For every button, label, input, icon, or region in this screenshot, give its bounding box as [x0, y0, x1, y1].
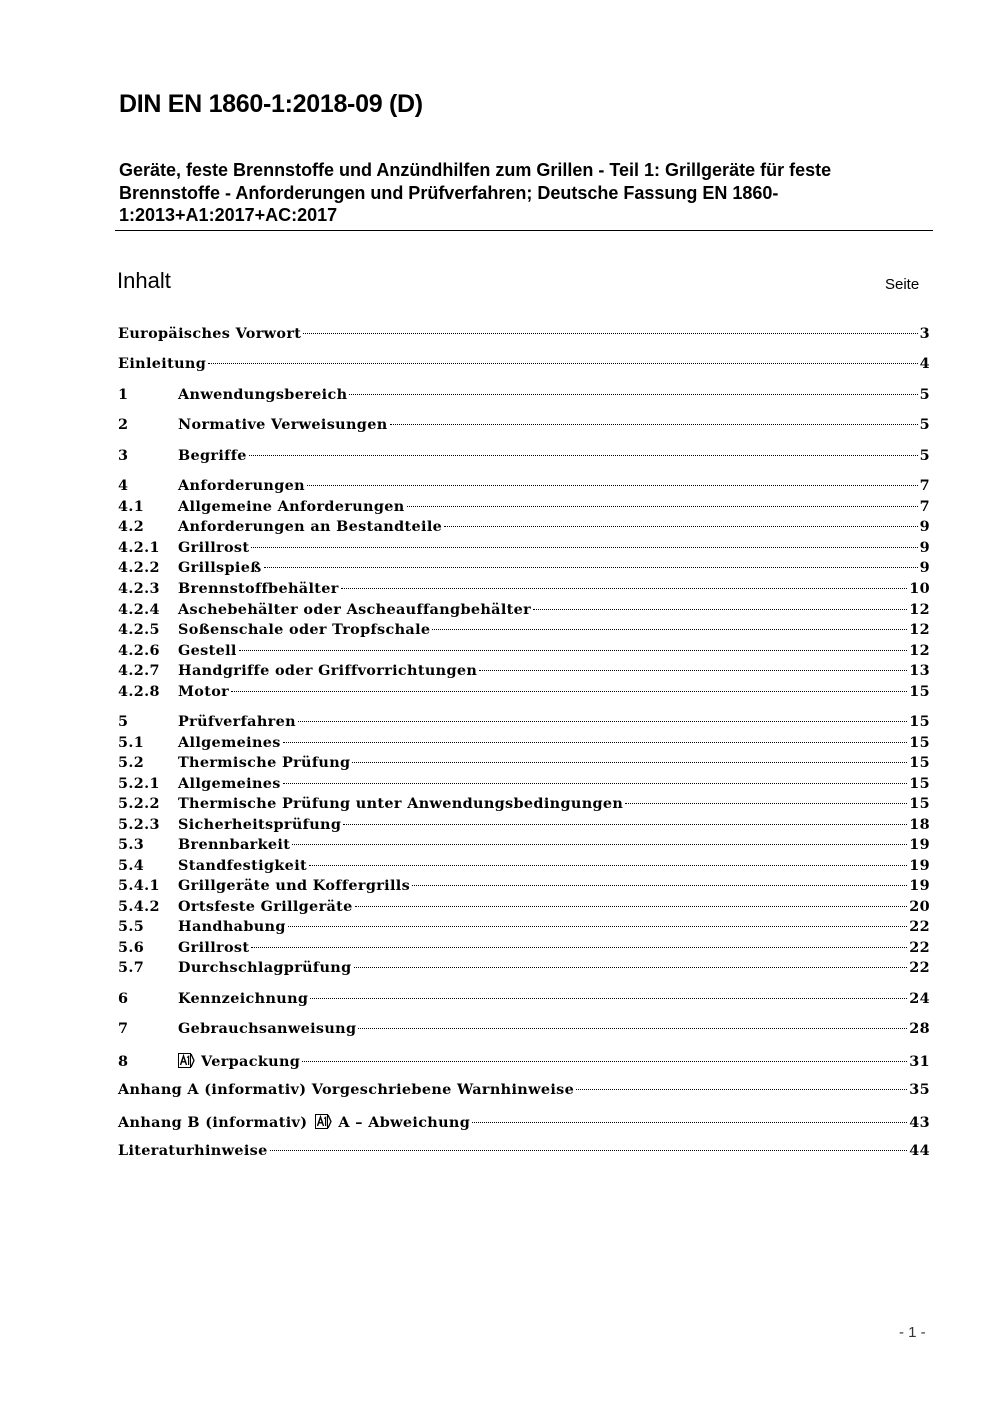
toc-entry[interactable] — [118, 355, 930, 375]
toc-entry[interactable] — [118, 898, 930, 918]
toc-entry[interactable] — [118, 939, 930, 959]
dot-leader — [288, 925, 907, 927]
toc-entry[interactable] — [118, 816, 930, 836]
toc-entry-page: 31 — [909, 1053, 930, 1070]
toc-entry-number: 5.4.1 — [118, 877, 160, 894]
toc-entry-number: 5.2 — [118, 754, 145, 771]
toc-entry[interactable] — [118, 559, 930, 579]
dot-leader — [576, 1088, 907, 1090]
toc-entry-label: Brennbarkeit — [178, 836, 291, 853]
toc-entry-number: 6 — [118, 990, 129, 1007]
toc-entry-number: 4.2.7 — [118, 662, 160, 679]
toc-entry-page: 15 — [909, 795, 930, 812]
toc-entry-number: 5.2.1 — [118, 775, 160, 792]
toc-entry-label: Grillrost — [178, 939, 250, 956]
toc-entry-label: Begriffe — [178, 447, 247, 464]
dot-leader — [479, 669, 907, 671]
title-rule — [115, 230, 933, 231]
toc-entry-page: 12 — [909, 601, 930, 618]
toc-entry-label: Allgemeines — [178, 775, 281, 792]
toc-entry-page: 15 — [909, 683, 930, 700]
dot-leader — [292, 843, 907, 845]
toc-entry-label: Prüfverfahren — [178, 713, 296, 730]
toc-entry-page: 7 — [919, 477, 930, 494]
toc-entry-page: 15 — [909, 754, 930, 771]
dot-leader — [307, 484, 918, 486]
page-column-label: Seite — [885, 276, 920, 293]
toc-entry-page: 7 — [919, 498, 930, 515]
toc-entry-label: Standfestigkeit — [178, 857, 308, 874]
toc-entry-label: Literaturhinweise — [118, 1142, 268, 1159]
toc-entry[interactable] — [118, 642, 930, 662]
toc-entry-page: 10 — [909, 580, 930, 597]
toc-entry-label: Grillspieß — [178, 559, 262, 576]
toc-entry-page: 9 — [919, 559, 930, 576]
toc-entry[interactable] — [118, 1112, 930, 1132]
toc-entry-page: 20 — [909, 898, 930, 915]
toc-entry[interactable] — [118, 857, 930, 877]
toc-entry[interactable] — [118, 918, 930, 938]
dot-leader — [472, 1121, 907, 1123]
toc-entry-page: 12 — [909, 621, 930, 638]
toc-entry[interactable] — [118, 734, 930, 754]
toc-entry-label: Durchschlagprüfung — [178, 959, 352, 976]
toc-entry-page: 22 — [909, 918, 930, 935]
toc-entry[interactable] — [118, 754, 930, 774]
toc-entry[interactable] — [118, 498, 930, 518]
toc-entry-number: 5.6 — [118, 939, 145, 956]
toc-entry-page: 15 — [909, 734, 930, 751]
toc-entry[interactable] — [118, 416, 930, 436]
toc-entry-number: 5.7 — [118, 959, 145, 976]
toc-entry-page: 22 — [909, 939, 930, 956]
dot-leader — [358, 1027, 907, 1029]
toc-entry-page: 13 — [909, 662, 930, 679]
toc-entry-page: 19 — [909, 877, 930, 894]
toc-entry-label: Gebrauchsanweisung — [178, 1020, 357, 1037]
toc-entry-number: 4.1 — [118, 498, 145, 515]
toc-entry-number: 4.2.6 — [118, 642, 160, 659]
toc-entry-label: Anhang A (informativ) Vorgeschriebene Warnhinweise — [118, 1081, 575, 1098]
toc-entry-number: 8 — [118, 1053, 129, 1070]
toc-entry-page: 28 — [909, 1020, 930, 1037]
toc-entry[interactable] — [118, 539, 930, 559]
dot-leader — [444, 525, 917, 527]
toc-entry[interactable] — [118, 795, 930, 815]
toc-entry-page: 9 — [919, 518, 930, 535]
toc-entry-label: Thermische Prüfung — [178, 754, 351, 771]
dot-leader — [302, 1060, 907, 1062]
toc-entry-page: 24 — [909, 990, 930, 1007]
toc-entry-number: 1 — [118, 386, 129, 403]
dot-leader — [298, 720, 907, 722]
toc-entry-page: 5 — [919, 386, 930, 403]
dot-leader — [231, 690, 907, 692]
toc-entry[interactable] — [118, 990, 930, 1010]
toc-entry-label: Ortsfeste Grillgeräte — [178, 898, 353, 915]
toc-entry-label: Sicherheitsprüfung — [178, 816, 342, 833]
toc-entry-label: Handgriffe oder Griffvorrichtungen — [178, 662, 478, 679]
dot-leader — [412, 884, 907, 886]
toc-entry-label: Motor — [178, 683, 230, 700]
toc-entry[interactable] — [118, 386, 930, 406]
toc-entry[interactable] — [118, 713, 930, 733]
toc-entry-number: 5.1 — [118, 734, 145, 751]
toc-entry-number: 2 — [118, 416, 129, 433]
toc-entry-label: A – Abweichung — [338, 1114, 471, 1131]
toc-entry[interactable] — [118, 877, 930, 897]
toc-entry-number: 4 — [118, 477, 129, 494]
toc-entry-label: Gestell — [178, 642, 237, 659]
toc-entry[interactable] — [118, 683, 930, 703]
document-title: DIN EN 1860-1:2018-09 (D) — [119, 90, 423, 118]
toc-entry[interactable] — [118, 1020, 930, 1040]
toc-entry[interactable] — [118, 518, 930, 538]
document-subtitle: Geräte, feste Brennstoffe und Anzündhilfen zum Grillen - Teil 1: Grillgeräte für feste Brennstoffe - Anforderungen und Prüfverfahren; Deutsche Fassung EN 1860-1:2013+A1:2017+AC:2017 — [119, 160, 832, 225]
dot-leader — [310, 997, 907, 999]
toc-entry-page: 3 — [919, 325, 930, 342]
dot-leader — [341, 587, 908, 589]
toc-entry[interactable] — [118, 580, 930, 600]
toc-entry-number: 4.2.8 — [118, 683, 160, 700]
toc-entry[interactable] — [118, 1051, 930, 1071]
toc-entry-page: 22 — [909, 959, 930, 976]
toc-entry-page: 15 — [909, 775, 930, 792]
toc-entry[interactable] — [118, 959, 930, 979]
toc-entry-number: 5.4 — [118, 857, 145, 874]
dot-leader — [208, 362, 918, 364]
dot-leader — [625, 802, 907, 804]
toc-entry-number: 5.2.2 — [118, 795, 160, 812]
dot-leader — [343, 823, 907, 825]
toc-entry-number: 7 — [118, 1020, 129, 1037]
dot-leader — [303, 332, 917, 334]
toc-entry[interactable] — [118, 621, 930, 641]
toc-entry-page: 35 — [909, 1081, 930, 1098]
dot-leader — [432, 628, 907, 630]
dot-leader — [264, 566, 918, 568]
dot-leader — [249, 454, 918, 456]
toc-entry[interactable] — [118, 447, 930, 467]
dot-leader — [283, 782, 908, 784]
dot-leader — [270, 1149, 908, 1151]
toc-entry-label: Anhang B (informativ) — [118, 1114, 308, 1131]
dot-leader — [309, 864, 907, 866]
toc-entry[interactable] — [118, 477, 930, 497]
toc-entry-page: 19 — [909, 857, 930, 874]
toc-entry-label: Anwendungsbereich — [178, 386, 348, 403]
toc-entry-page: 19 — [909, 836, 930, 853]
toc-entry-label: Verpackung — [201, 1053, 301, 1070]
toc-entry-number: 3 — [118, 447, 129, 464]
toc-entry-page: 9 — [919, 539, 930, 556]
toc-entry-label: Soßenschale oder Tropfschale — [178, 621, 431, 638]
toc-entry-label: Einleitung — [118, 355, 207, 372]
toc-entry[interactable] — [118, 601, 930, 621]
toc-entry-number: 4.2.1 — [118, 539, 160, 556]
toc-entry-label: Grillrost — [178, 539, 250, 556]
toc-entry-number: 5 — [118, 713, 129, 730]
dot-leader — [251, 546, 917, 548]
toc-entry-label: Brennstoffbehälter — [178, 580, 339, 597]
toc-entry-label: Thermische Prüfung unter Anwendungsbedingungen — [178, 795, 624, 812]
toc-entry-page: 18 — [909, 816, 930, 833]
toc-entry-label: Anforderungen an Bestandteile — [178, 518, 443, 535]
toc-entry-label: Allgemeine Anforderungen — [178, 498, 405, 515]
toc-entry-number: 4.2.5 — [118, 621, 160, 638]
dot-leader — [355, 905, 908, 907]
toc-entry[interactable] — [118, 325, 930, 345]
toc-entry-page: 15 — [909, 713, 930, 730]
toc-entry-label: Anforderungen — [178, 477, 305, 494]
toc-entry-label: Grillgeräte und Koffergrills — [178, 877, 411, 894]
toc-entry-page: 44 — [909, 1142, 930, 1159]
toc-entry-page: 5 — [919, 416, 930, 433]
toc-entry-number: 5.3 — [118, 836, 145, 853]
toc-entry-label: Allgemeines — [178, 734, 281, 751]
dot-leader — [354, 966, 908, 968]
toc-entry-label: Handhabung — [178, 918, 286, 935]
toc-entry-label: Normative Verweisungen — [178, 416, 388, 433]
toc-entry[interactable] — [118, 662, 930, 682]
toc-entry[interactable] — [118, 1081, 930, 1101]
amendment-marker-icon — [178, 1053, 195, 1068]
dot-leader — [239, 649, 908, 651]
dot-leader — [390, 423, 918, 425]
toc-entry-number: 5.2.3 — [118, 816, 160, 833]
toc-entry-number: 5.4.2 — [118, 898, 160, 915]
toc-entry-page: 4 — [919, 355, 930, 372]
toc-entry-number: 4.2.2 — [118, 559, 160, 576]
toc-entry-number: 4.2.4 — [118, 601, 160, 618]
toc-entry[interactable] — [118, 775, 930, 795]
dot-leader — [352, 761, 907, 763]
toc-entry-label: Kennzeichnung — [178, 990, 309, 1007]
dot-leader — [533, 608, 907, 610]
toc-entry-label: Aschebehälter oder Ascheauffangbehälter — [178, 601, 532, 618]
dot-leader — [251, 946, 907, 948]
amendment-marker-icon — [315, 1114, 332, 1129]
dot-leader — [349, 393, 917, 395]
toc-entry-number: 5.5 — [118, 918, 145, 935]
contents-heading: Inhalt — [117, 268, 171, 293]
toc-entry-page: 43 — [909, 1114, 930, 1131]
toc-entry-number: 4.2 — [118, 518, 145, 535]
page-footer: - 1 - — [899, 1324, 926, 1341]
toc-entry[interactable] — [118, 1142, 930, 1162]
toc-entry-label: Europäisches Vorwort — [118, 325, 302, 342]
toc-entry-page: 12 — [909, 642, 930, 659]
dot-leader — [407, 505, 918, 507]
toc-entry-page: 5 — [919, 447, 930, 464]
dot-leader — [283, 741, 908, 743]
toc-entry-number: 4.2.3 — [118, 580, 160, 597]
toc-entry[interactable] — [118, 836, 930, 856]
